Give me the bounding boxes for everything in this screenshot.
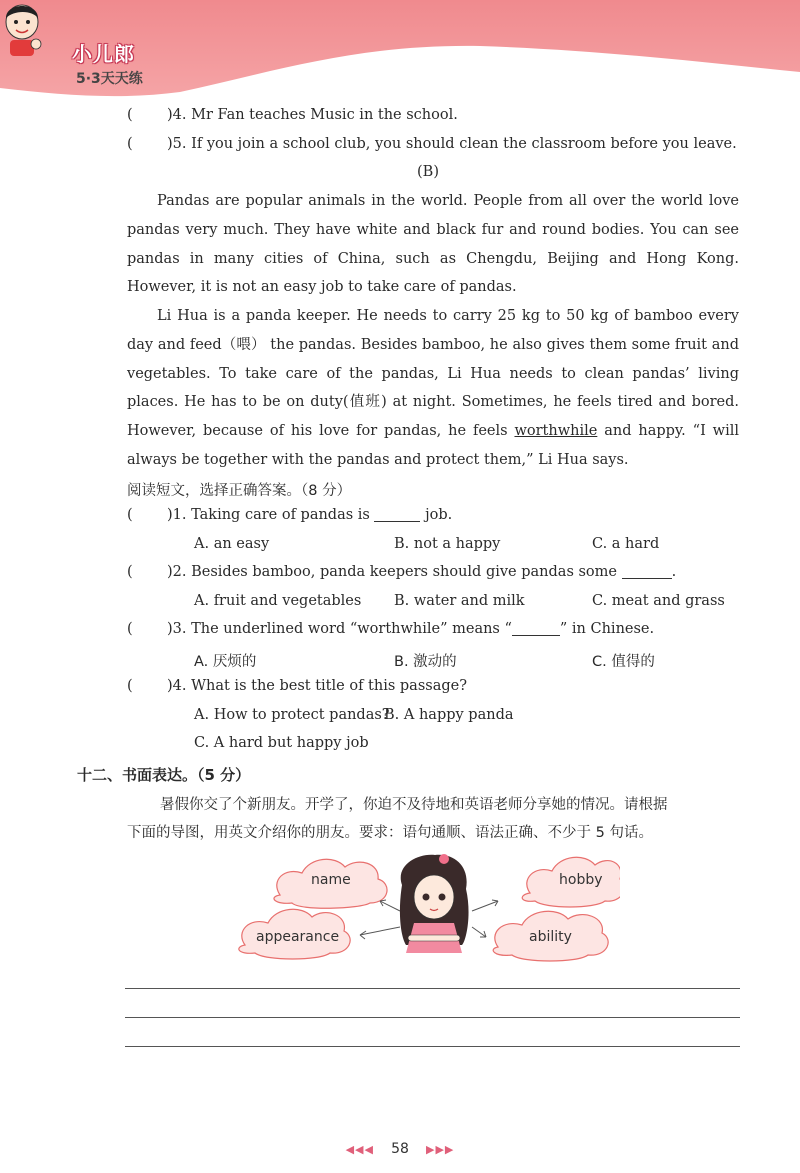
writing-line[interactable] (125, 988, 740, 989)
question-a5: ( )5. If you join a school club, you should clean the classroom before you leave. (127, 136, 737, 152)
underlined-word: worthwhile (514, 423, 598, 440)
question-b3: ( )3. The underlined word “worthwhile” means “ ” in Chinese. (127, 621, 655, 637)
answer-paren[interactable]: ( (127, 107, 133, 123)
option-c: C. A hard but happy job (194, 735, 369, 751)
girl-illustration-icon (400, 854, 469, 953)
answer-paren[interactable]: ( (127, 678, 133, 694)
question-text: If you join a school club, you should clean the classroom before you leave. (191, 136, 737, 152)
answer-blank[interactable] (512, 621, 560, 636)
mindmap-label-ability: ability (529, 929, 572, 945)
question-b2: ( )2. Besides bamboo, panda keepers should give pandas some . (127, 564, 677, 580)
part-b-label: (B) (417, 164, 439, 180)
right-arrows-icon: ▶▶▶ (426, 1143, 455, 1156)
passage-paragraph-1: Pandas are popular animals in the world. People from all over the world love pandas very much. They have white and black fur and round bodies. You can see pandas in many cities of China, such as Chengdu, Beijing and Hong Kong. However, it is not an easy job to take care of pandas. (127, 193, 739, 296)
left-arrows-icon: ◀◀◀ (345, 1143, 374, 1156)
option-b: B. water and milk (394, 593, 525, 609)
section-12-title: 十二、书面表达。（5 分） (77, 766, 251, 784)
question-b1: ( )1. Taking care of pandas is job. (127, 507, 453, 523)
option-c: C. 值得的 (592, 654, 655, 670)
answer-blank[interactable] (622, 564, 672, 579)
mind-map (230, 845, 620, 965)
passage-paragraph-2: Li Hua is a panda keeper. He needs to carry 25 kg to 50 kg of bamboo every day and feed（喂） the pandas. Besides bamboo, he also gives them some fruit and vegetables. To take care of the pandas, Li Hua needs to clean pandas’ living places. He has to be on duty(值班) at night. Sometimes, he feels tired and bored. However, because of his love for pandas, he feels worthwhile and happy. “I will always be together with the pandas and protect them,” Li Hua says. (127, 308, 740, 468)
arrow-to-hobby-icon (472, 901, 498, 911)
writing-prompt-line-2: 下面的导图，用英文介绍你的朋友。要求：语句通顺、语法正确、不少于 5 句话。 (127, 825, 653, 841)
page-header (0, 0, 800, 100)
option-a: A. an easy (194, 536, 270, 552)
writing-line[interactable] (125, 1017, 740, 1018)
brand-title: 小儿郎 (72, 42, 135, 66)
brand-subtitle: 5·3天天练 (76, 71, 143, 87)
option-a: A. How to protect pandas? (194, 707, 390, 723)
question-text: Mr Fan teaches Music in the school. (191, 107, 458, 123)
answer-paren[interactable]: ( (127, 507, 133, 523)
question-b4: ( )4. What is the best title of this passage? (127, 678, 467, 694)
writing-prompt-line-1: 暑假你交了个新朋友。开学了，你迫不及待地和英语老师分享她的情况。请根据 (160, 797, 668, 813)
answer-paren[interactable]: ( (127, 136, 133, 152)
option-b: B. A happy panda (384, 707, 514, 723)
answer-paren[interactable]: ( (127, 621, 133, 637)
answer-blank[interactable] (374, 507, 420, 522)
option-a: A. 厌烦的 (194, 654, 257, 670)
option-c: C. a hard (592, 536, 660, 552)
mindmap-label-name: name (311, 872, 351, 888)
reading-instruction: 阅读短文，选择正确答案。（8 分） (127, 483, 352, 499)
page-number: 58 (391, 1141, 409, 1157)
option-c: C. meat and grass (592, 593, 725, 609)
writing-line[interactable] (125, 1046, 740, 1047)
option-a: A. fruit and vegetables (194, 593, 362, 609)
option-b: B. 激动的 (394, 654, 457, 670)
mindmap-label-appearance: appearance (256, 929, 340, 945)
mascot-boy-icon (0, 0, 44, 58)
page-footer (0, 1138, 800, 1157)
question-a4: ( )4. Mr Fan teaches Music in the school. (127, 107, 458, 123)
option-b: B. not a happy (394, 536, 501, 552)
mindmap-label-hobby: hobby (559, 872, 603, 888)
answer-paren[interactable]: ( (127, 564, 133, 580)
